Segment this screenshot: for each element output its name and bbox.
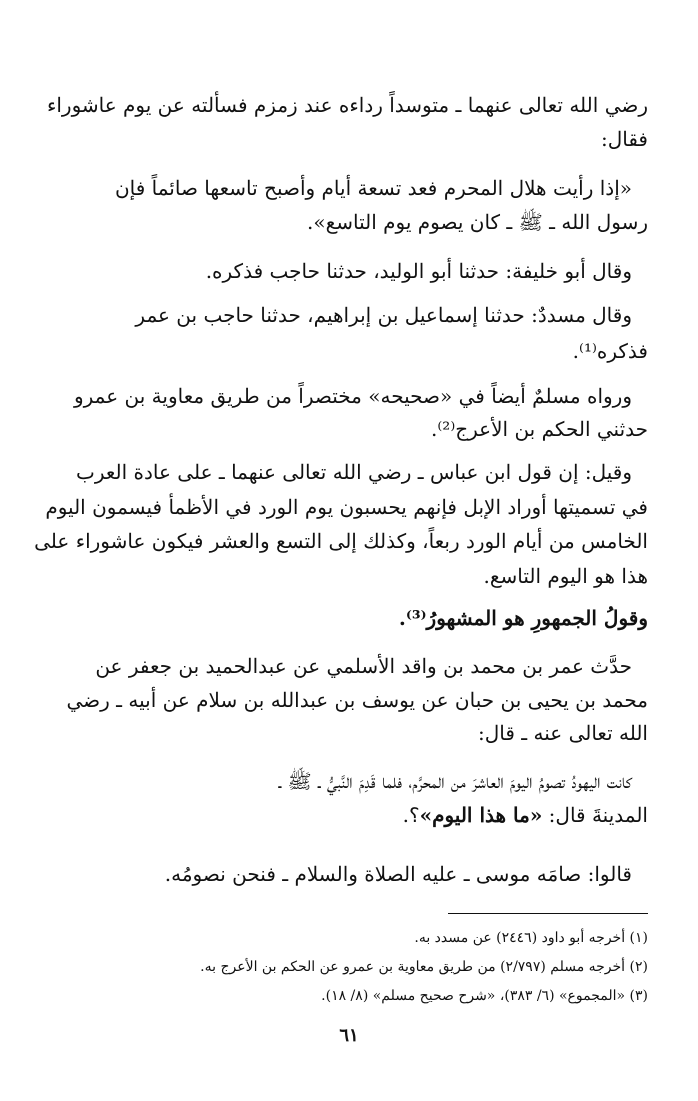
text-line: ورواه مسلمٌ أيضاً في «صحيحه» مختصراً من طريق معاوية بن عمرو: [73, 384, 632, 408]
footnote: (١) أخرجه أبو داود (٢٤٤٦) عن مسدد به.: [414, 930, 648, 946]
text-line: هذا هو اليوم التاسع.: [483, 564, 648, 588]
text-line: رسول الله ـ ﷺ ـ كان يصوم يوم التاسع».: [307, 210, 648, 234]
page-number: ٦١: [339, 1025, 359, 1046]
text-line: رضي الله تعالى عنهما ـ متوسداً رداءه عند زمزم فسألته عن يوم عاشوراء: [46, 93, 648, 117]
section-heading: وقولُ الجمهورِ هو المشهورُ⁽³⁾.: [398, 606, 648, 630]
quoted-question: «ما هذا اليوم»: [419, 803, 543, 827]
text-line: في تسميتها أوراد الإبل فإنهم يحسبون يوم الورد في الأظمأ فيسمون اليوم: [45, 495, 648, 519]
text-line: فقال:: [600, 127, 648, 151]
text-line: «إذا رأيت هلال المحرم فعد تسعة أيام وأصبح تاسعها صائماً فإن: [114, 176, 632, 200]
text-line: الخامس من أيام الورد ربعاً، وكذلك إلى التسع والعشر فيكون عاشوراء على: [34, 529, 648, 553]
footnote: (٢) أخرجه مسلم (٢/٧٩٧) من طريق معاوية بن عمرو عن الحكم بن الأعرج به.: [200, 959, 648, 975]
text-line: فذكره⁽¹⁾.: [572, 339, 648, 363]
text-line: قالوا: صامَه موسى ـ عليه الصلاة والسلام ـ فنحن نصومُه.: [164, 862, 632, 886]
text-line: [50, 801, 648, 829]
text-segment: ؟.: [402, 803, 420, 827]
footnote-separator: [448, 913, 648, 914]
text-line: كانت اليهودُ تصومُ اليومَ العاشرَ من المحرَّم، فلما قَدِمَ النَّبيُّ ـ ﷺ ـ: [278, 769, 632, 793]
footnote: (٣) «المجموع» (٦/ ٣٨٣)، «شرح صحيح مسلم» (٨/ ١٨).: [321, 988, 648, 1004]
text-line: وقيل: إن قول ابن عباس ـ رضي الله تعالى عنهما ـ على عادة العرب: [75, 460, 632, 484]
text-line: محمد بن يحيى بن حبان عن يوسف بن عبدالله بن سلام عن أبيه ـ رضي: [66, 688, 648, 712]
text-line: حدَّث عمر بن محمد بن واقد الأسلمي عن عبدالحميد بن جعفر عن: [95, 654, 632, 678]
text-line: الله تعالى عنه ـ قال:: [478, 721, 648, 745]
text-line: وقال أبو خليفة: حدثنا أبو الوليد، حدثنا حاجب فذكره.: [205, 259, 632, 283]
text-line: وقال مسددٌ: حدثنا إسماعيل بن إبراهيم، حدثنا حاجب بن عمر: [135, 303, 632, 327]
text-segment: المدينةَ قال:: [542, 803, 648, 827]
text-line: حدثني الحكم بن الأعرج⁽²⁾.: [431, 417, 648, 441]
